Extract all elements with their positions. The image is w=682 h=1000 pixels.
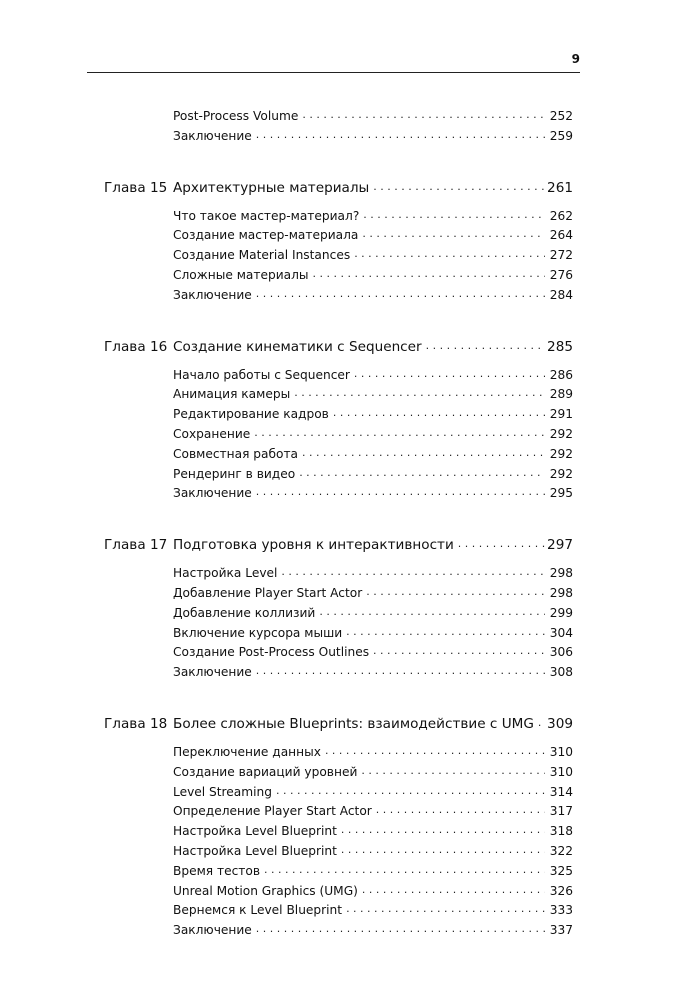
entry-page-number: 264 bbox=[549, 228, 573, 243]
entry-page-number: 292 bbox=[549, 466, 573, 481]
toc-entry[interactable] bbox=[173, 442, 573, 462]
entry-title: Начало работы с Sequencer bbox=[173, 367, 350, 382]
dot-leader bbox=[346, 901, 545, 917]
dot-leader bbox=[254, 425, 545, 441]
entry-page-number: 304 bbox=[549, 625, 573, 640]
toc-entry[interactable] bbox=[173, 819, 573, 839]
toc-entry[interactable] bbox=[173, 481, 573, 501]
chapter-page-number: 285 bbox=[547, 338, 573, 355]
entry-page-number: 310 bbox=[549, 764, 573, 779]
entry-page-number: 299 bbox=[549, 605, 573, 620]
toc-entry[interactable] bbox=[173, 204, 573, 224]
entry-page-number: 317 bbox=[549, 804, 573, 819]
dot-leader bbox=[362, 226, 545, 242]
toc-entry[interactable] bbox=[173, 898, 573, 918]
toc-entry[interactable] bbox=[173, 263, 573, 283]
toc-entry[interactable] bbox=[173, 283, 573, 303]
entry-page-number: 308 bbox=[549, 665, 573, 680]
entry-title: Определение Player Start Actor bbox=[173, 804, 372, 819]
entry-title: Рендеринг в видео bbox=[173, 466, 296, 481]
dot-leader bbox=[299, 465, 545, 481]
dot-leader bbox=[458, 536, 545, 552]
entry-page-number: 325 bbox=[549, 863, 573, 878]
entry-page-number: 295 bbox=[549, 486, 573, 501]
entry-title: Время тестов bbox=[173, 863, 261, 878]
entry-page-number: 318 bbox=[549, 824, 573, 839]
entry-title: Сложные материалы bbox=[173, 268, 309, 282]
dot-leader bbox=[276, 783, 545, 799]
toc-entry[interactable] bbox=[173, 462, 573, 482]
toc-entry[interactable] bbox=[173, 104, 573, 124]
toc-entry[interactable] bbox=[173, 402, 573, 422]
toc-entry[interactable] bbox=[173, 363, 573, 383]
entry-page-number: 298 bbox=[549, 566, 573, 581]
entry-page-number: 291 bbox=[549, 407, 573, 422]
toc-entry[interactable] bbox=[173, 601, 573, 621]
header-rule bbox=[87, 72, 580, 73]
dot-leader bbox=[341, 842, 545, 858]
entry-title: Создание мастер-материала bbox=[173, 228, 359, 243]
dot-leader bbox=[354, 246, 545, 262]
dot-leader bbox=[373, 643, 545, 659]
entry-title: Настройка Level Blueprint bbox=[173, 824, 337, 839]
entry-title: Сохранение bbox=[173, 427, 251, 441]
entry-page-number: 276 bbox=[549, 268, 573, 282]
entry-page-number: 310 bbox=[549, 745, 573, 759]
entry-title: Создание вариаций уровней bbox=[173, 764, 358, 779]
toc-entry[interactable] bbox=[173, 740, 573, 760]
toc-entry[interactable] bbox=[173, 859, 573, 879]
entry-title: Добавление Player Start Actor bbox=[173, 586, 363, 600]
dot-leader bbox=[264, 862, 545, 878]
dot-leader bbox=[333, 405, 545, 421]
dot-leader bbox=[302, 445, 545, 461]
entry-title: Unreal Motion Graphics (UMG) bbox=[173, 883, 358, 898]
dot-leader bbox=[256, 127, 545, 143]
chapter-entry[interactable] bbox=[173, 533, 573, 553]
entry-title: Post-Process Volume bbox=[173, 109, 299, 123]
chapter-entry[interactable] bbox=[173, 176, 573, 196]
entry-page-number: 284 bbox=[549, 287, 573, 302]
entry-page-number: 306 bbox=[549, 645, 573, 660]
chapter-entry[interactable] bbox=[173, 712, 573, 732]
entry-page-number: 259 bbox=[549, 128, 573, 143]
chapter-title: Архитектурные материалы bbox=[173, 179, 370, 196]
entry-page-number: 337 bbox=[549, 923, 573, 938]
dot-leader bbox=[319, 604, 545, 620]
chapter-label: Глава 17 bbox=[104, 537, 168, 554]
chapter-page-number: 309 bbox=[547, 716, 573, 732]
toc-entry[interactable] bbox=[173, 243, 573, 263]
dot-leader bbox=[363, 207, 545, 223]
toc-entry[interactable] bbox=[173, 124, 573, 144]
dot-leader bbox=[256, 484, 545, 500]
toc-entry[interactable] bbox=[173, 918, 573, 938]
entry-title: Совместная работа bbox=[173, 446, 299, 461]
entry-title: Что такое мастер-материал? bbox=[173, 208, 360, 223]
entry-title: Заключение bbox=[173, 923, 252, 938]
entry-title: Настройка Level Blueprint bbox=[173, 844, 337, 858]
entry-title: Добавление коллизий bbox=[173, 605, 316, 620]
dot-leader bbox=[256, 663, 545, 679]
entry-title: Level Streaming bbox=[173, 784, 272, 799]
entry-title: Заключение bbox=[173, 287, 252, 302]
dot-leader bbox=[325, 743, 545, 759]
dot-leader bbox=[341, 822, 545, 838]
entry-title: Настройка Level bbox=[173, 566, 278, 581]
entry-page-number: 322 bbox=[549, 844, 573, 858]
dot-leader bbox=[376, 802, 545, 818]
entry-page-number: 286 bbox=[549, 367, 573, 382]
dot-leader bbox=[354, 366, 545, 382]
entry-title: Анимация камеры bbox=[173, 387, 291, 402]
entry-title: Заключение bbox=[173, 665, 252, 680]
toc-entry[interactable] bbox=[173, 640, 573, 660]
chapter-title: Подготовка уровня к интерактивности bbox=[173, 537, 454, 554]
toc-entry[interactable] bbox=[173, 660, 573, 680]
chapter-label: Глава 18 bbox=[104, 716, 168, 732]
toc-entry[interactable] bbox=[173, 839, 573, 859]
chapter-title: Более сложные Blueprints: взаимодействие с UMG bbox=[173, 716, 534, 732]
entry-page-number: 272 bbox=[549, 248, 573, 263]
entry-page-number: 314 bbox=[549, 784, 573, 799]
entry-page-number: 289 bbox=[549, 387, 573, 402]
dot-leader bbox=[426, 338, 545, 354]
entry-page-number: 252 bbox=[549, 109, 573, 123]
chapter-title: Создание кинематики с Sequencer bbox=[173, 338, 422, 355]
entry-title: Заключение bbox=[173, 128, 252, 143]
dot-leader bbox=[366, 584, 545, 600]
dot-leader bbox=[373, 179, 545, 195]
toc-entry[interactable] bbox=[173, 581, 573, 601]
entry-page-number: 333 bbox=[549, 903, 573, 918]
entry-title: Создание Post-Process Outlines bbox=[173, 645, 370, 660]
toc-entry[interactable] bbox=[173, 879, 573, 899]
dot-leader bbox=[281, 564, 545, 580]
dot-leader bbox=[538, 715, 545, 731]
chapter-label: Глава 15 bbox=[104, 179, 168, 196]
dot-leader bbox=[256, 921, 545, 937]
entry-title: Создание Material Instances bbox=[173, 248, 351, 263]
toc-entry[interactable] bbox=[173, 561, 573, 581]
toc-entry[interactable] bbox=[173, 760, 573, 780]
entry-page-number: 292 bbox=[549, 427, 573, 441]
entry-page-number: 292 bbox=[549, 446, 573, 461]
page-number: 9 bbox=[571, 52, 580, 66]
dot-leader bbox=[361, 763, 545, 779]
dot-leader bbox=[294, 385, 545, 401]
chapter-page-number: 297 bbox=[547, 537, 573, 554]
toc-entry[interactable] bbox=[173, 621, 573, 641]
entry-title: Заключение bbox=[173, 486, 252, 501]
chapter-entry[interactable] bbox=[173, 335, 573, 355]
toc-entry[interactable] bbox=[173, 223, 573, 243]
toc-entry[interactable] bbox=[173, 780, 573, 800]
dot-leader bbox=[313, 266, 546, 282]
entry-title: Редактирование кадров bbox=[173, 407, 329, 422]
entry-title: Включение курсора мыши bbox=[173, 625, 343, 640]
chapter-page-number: 261 bbox=[547, 179, 573, 196]
entry-title: Переключение данных bbox=[173, 745, 321, 759]
toc-entry[interactable] bbox=[173, 382, 573, 402]
entry-title: Вернемся к Level Blueprint bbox=[173, 903, 343, 918]
entry-page-number: 298 bbox=[549, 586, 573, 600]
dot-leader bbox=[302, 107, 545, 123]
entry-page-number: 326 bbox=[549, 883, 573, 898]
toc-entry[interactable] bbox=[173, 799, 573, 819]
chapter-label: Глава 16 bbox=[104, 338, 168, 355]
toc-entry[interactable] bbox=[173, 422, 573, 442]
dot-leader bbox=[362, 882, 545, 898]
dot-leader bbox=[256, 286, 545, 302]
entry-page-number: 262 bbox=[549, 208, 573, 223]
dot-leader bbox=[346, 624, 545, 640]
